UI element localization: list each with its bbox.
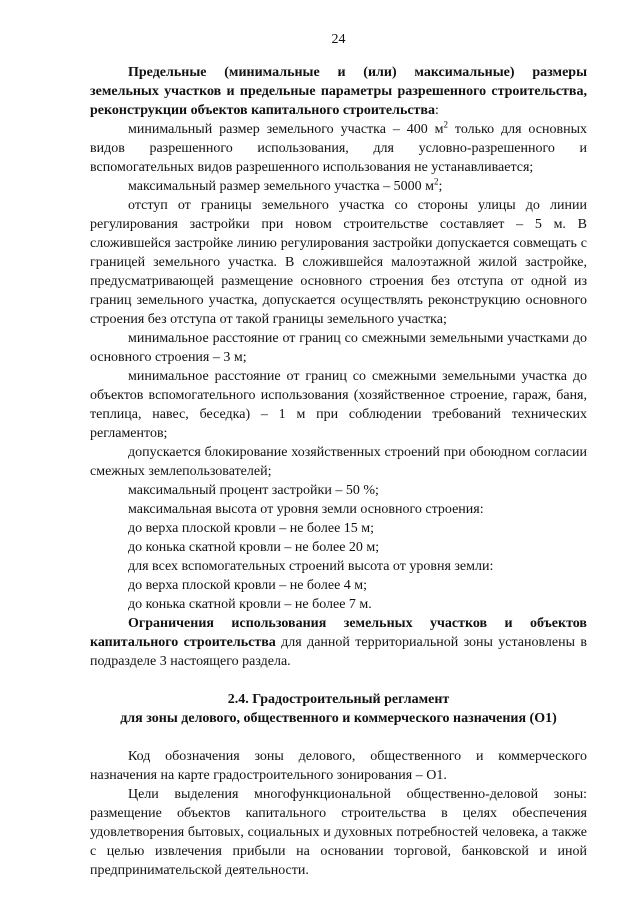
aux-height-paragraph: для всех вспомогательных строений высота от уровня земли: bbox=[128, 559, 494, 574]
min-area-prefix: минимальный размер земельного участка – 400 м bbox=[128, 122, 444, 137]
spacer bbox=[90, 671, 587, 690]
restrictions-paragraph bbox=[90, 614, 587, 671]
max-area-paragraph bbox=[90, 177, 587, 196]
regulation-heading-line1: 2.4. Градостроительный регламент bbox=[227, 692, 450, 707]
zone-goals-paragraph: Цели выделения многофункциональной общественно-деловой зоны: размещение объектов капитального строительства в целях обеспечения удовлетворения бытовых, социальных и духовных потребностей человека, а также с целью извлечения прибыли на основании торговой, банковской и иной предпринимательской деятельности. bbox=[90, 787, 587, 878]
main-flat-roof-paragraph: до верха плоской кровли – не более 15 м; bbox=[128, 521, 375, 536]
page-number: 24 bbox=[331, 32, 346, 47]
max-coverage-paragraph: максимальный процент застройки – 50 %; bbox=[128, 483, 379, 498]
min-distance-main-paragraph: минимальное расстояние от границ со смежными земельными участками до основного строения – 3 м; bbox=[90, 331, 587, 365]
max-height-main-paragraph: максимальная высота от уровня земли основного строения: bbox=[128, 502, 484, 517]
min-area-paragraph bbox=[90, 120, 587, 177]
page-content bbox=[90, 63, 587, 880]
min-area-suffix: только для основных видов разрешенного использования, для условно-разрешенного и вспомогательных видов разрешенного использования не устанавливается; bbox=[90, 122, 587, 175]
restrictions-bold: Ограничения использования земельных участков и объектов капитального строительства bbox=[90, 616, 587, 650]
min-distance-aux-paragraph: минимальное расстояние от границ со смежными земельными участка до объектов вспомогательного использования (хозяйственное строение, гараж, баня, теплица, навес, беседка) – 1 м при соблюдении требований технических регламентов; bbox=[90, 369, 587, 441]
street-setback-paragraph: отступ от границы земельного участка со стороны улицы до линии регулирования застройки при новом строительстве составляет – 5 м. В сложившейся застройке линию регулирования застройки допускается совмещать с границей земельного участка. В сложившейся малоэтажной жилой застройке, предусматривающей размещение основного строения без отступа от одной из границ земельного участка, допускается осуществлять реконструкцию основного строения без отступа от такой границы земельного участка; bbox=[90, 198, 587, 327]
main-pitched-roof-paragraph: до конька скатной кровли – не более 20 м; bbox=[128, 540, 380, 555]
min-area-sup: 2 bbox=[443, 119, 448, 130]
limits-title: Предельные (минимальные и (или) максимальные) размеры земельных участков и предельные параметры разрешенного строительства, реконструкции объектов капитального строительства bbox=[90, 65, 587, 118]
zone-code-paragraph: Код обозначения зоны делового, общественного и коммерческого назначения на карте градостроительного зонирования – О1. bbox=[90, 749, 587, 783]
max-area-sup: 2 bbox=[433, 176, 439, 187]
aux-pitched-roof-paragraph: до конька скатной кровли – не более 7 м. bbox=[128, 597, 372, 612]
aux-flat-roof-paragraph: до верха плоской кровли – не более 4 м; bbox=[128, 578, 368, 593]
limits-title-paragraph bbox=[90, 63, 587, 120]
regulation-heading-line2: для зоны делового, общественного и коммерческого назначения (О1) bbox=[120, 711, 557, 726]
max-area-prefix: максимальный размер земельного участка – 5000 м bbox=[128, 179, 434, 194]
spacer bbox=[90, 728, 587, 747]
restrictions-rest: для данной территориальной зоны установлены в подразделе 3 настоящего раздела. bbox=[90, 635, 588, 669]
max-area-suffix: ; bbox=[438, 179, 443, 194]
blocking-paragraph: допускается блокирование хозяйственных строений при обоюдном согласии смежных землепользователей; bbox=[90, 445, 587, 479]
limits-title-tail: : bbox=[435, 103, 439, 118]
